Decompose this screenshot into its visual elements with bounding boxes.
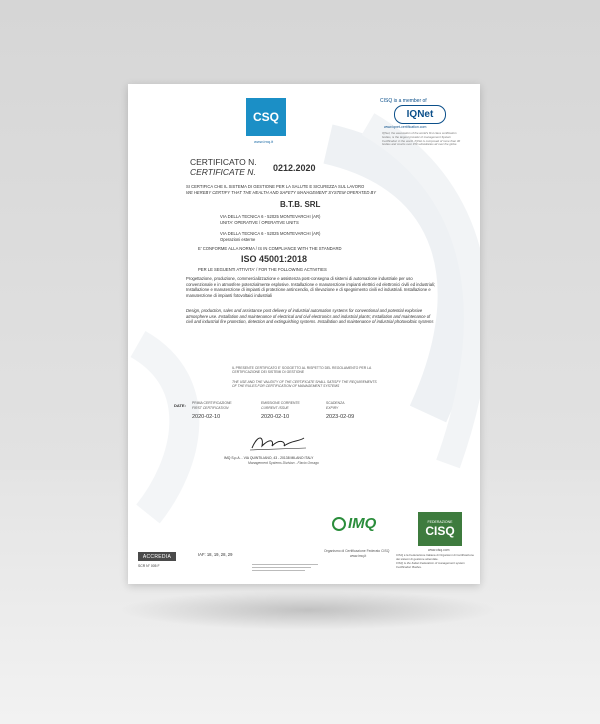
first-certification-label-en: FIRST CERTIFICATION [192,406,229,410]
imq-logo-mark [332,517,346,531]
cisq-logo-text: CISQ [425,524,455,538]
expiry-label-it: SCADENZA [326,401,345,405]
rules-statement-it: IL PRESENTE CERTIFICATO E' SOGGETTO AL RISPETTO DEL REGOLAMENTO PER LA CERTIFICAZIONE DEI SISTEMI DI GESTIONE [232,366,372,375]
accredia-logo: ACCREDIA [138,552,176,561]
certificate-label-it: CERTIFICATO N. [190,157,257,167]
cisq-logo [418,512,462,546]
iqnet-description: IQNet, the association of the world's first class certification bodies, is the largest provider of management System Certification in the world. IQNet is composed of more than 30 bodies and counts over 150 subsidiaries all over the globe. [382,131,461,147]
rules-statement-en: THE USE AND THE VALIDITY OF THE CERTIFICATE SHALL SATISFY THE REQUIREMENTS OF THE RULES FOR CERTIFICATION OF MANAGEMENT SYSTEMS [232,380,377,389]
certificate-number: 0212.2020 [273,163,316,173]
fine-print [252,562,318,576]
issuer-division: Management Systems Division - Flavio Ornago [248,461,319,465]
cisq-federazione-label: FEDERAZIONE [427,520,453,524]
signature [248,432,308,454]
paper-shadow [118,590,498,630]
iqnet-member-label: CISQ is a member of [380,98,427,104]
external-operations: Operazioni esterne [220,237,256,242]
dates-row [128,398,480,428]
iaf-sectors: IAF: 18, 19, 28, 29 [198,552,233,557]
activities-label: PER LE SEGUENTI ATTIVITA' / FOR THE FOLLOWING ACTIVITIES [198,267,327,272]
cisq-caption-it: CISQ è la Federazione Italiana di Organismi di Certificazione dei sistemi di gestione aziendale. [396,553,474,561]
dates-label: DATE: [174,403,186,408]
expiry-date: 2023-02-09 [326,414,355,420]
scope-english: Design, production, sales and assistance post delivery of industrial automation systems for conventional and potential explosive atmosphere use. Installation and maintenance of electrical and civil electronics and industrial plants; Installation and maintenance of civil and industrial fire protection, detection and extinguishing systems. Installation and maintenance of industrial photovoltaic systems [186,308,434,325]
imq-url: www.imq.it [350,554,367,558]
certify-statement-en: WE HEREBY CERTIFY THAT THE HEALTH AND SAFETY MANAGEMENT SYSTEM OPERATED BY [186,190,377,195]
compliance-statement: E' CONFORME ALLA NORMA / IS IN COMPLIANCE WITH THE STANDARD [198,246,342,251]
iqnet-block [380,98,468,162]
certify-statement-it: SI CERTIFICA CHE IL SISTEMA DI GESTIONE PER LA SALUTE E SICUREZZA SUL LAVORO [186,184,365,189]
operative-unit-address: VIA DELLA TECNICA 6 - 52025 MONTEVARCHI (AR) [220,231,321,236]
expiry-label-en: EXPIRY [326,406,339,410]
scope-italian: Progettazione, produzione, commercializzazione e assistenza post-consegna di sistemi di automazione industriale per uso convenzionale e in atmosfere potenzialmente esplosive. Installazione e manutenzione impianti elettrici ed elettronici civili ed industriali; Installazione e manutenzione di impianti di protezione antincendio, di rilevazione e di spegnimento civili ed industriali. Installazione e manutenzione di impianti fotovoltaici industriali [186,276,436,299]
csq-logo: CSQ [246,98,286,136]
current-issue-label-it: EMISSIONE CORRENTE [261,401,300,405]
issuer-address: IMQ S.p.A. - VIA QUINTILIANO, 43 - 20138 MILANO ITALY [224,456,314,460]
current-issue-date: 2020-02-10 [261,414,290,420]
iqnet-url: www.iqnet-certification.com [384,125,427,129]
accreditation-number: SCR N° 005 F [138,564,160,568]
certificate-paper [128,84,480,584]
imq-logo [332,515,376,532]
current-issue-label-en: CURRENT ISSUE [261,406,289,410]
first-certification-label-it: PRIMA CERTIFICAZIONE [192,401,232,405]
csq-url: www.imq.it [254,139,274,144]
imq-logo-text: IMQ [348,515,377,532]
company-address: VIA DELLA TECNICA 6 - 52025 MONTEVARCHI (AR) [220,214,321,219]
certificate-label-en: CERTIFICATE N. [190,167,256,177]
standard-name: ISO 45001:2018 [241,254,308,264]
first-certification-date: 2020-02-10 [192,414,221,420]
iqnet-logo: IQNet [394,105,446,124]
cisq-caption-en: CISQ is the Italian Federation of management system Certification Bodies. [396,561,465,569]
company-name: B.T.B. SRL [280,200,321,209]
operative-units-label: UNITA' OPERATIVE / OPERATIVE UNITS [220,220,299,225]
cisq-url: www.cisq.com [428,548,450,552]
imq-caption: Organismo di Certificazione Federato CISQ [324,549,390,553]
